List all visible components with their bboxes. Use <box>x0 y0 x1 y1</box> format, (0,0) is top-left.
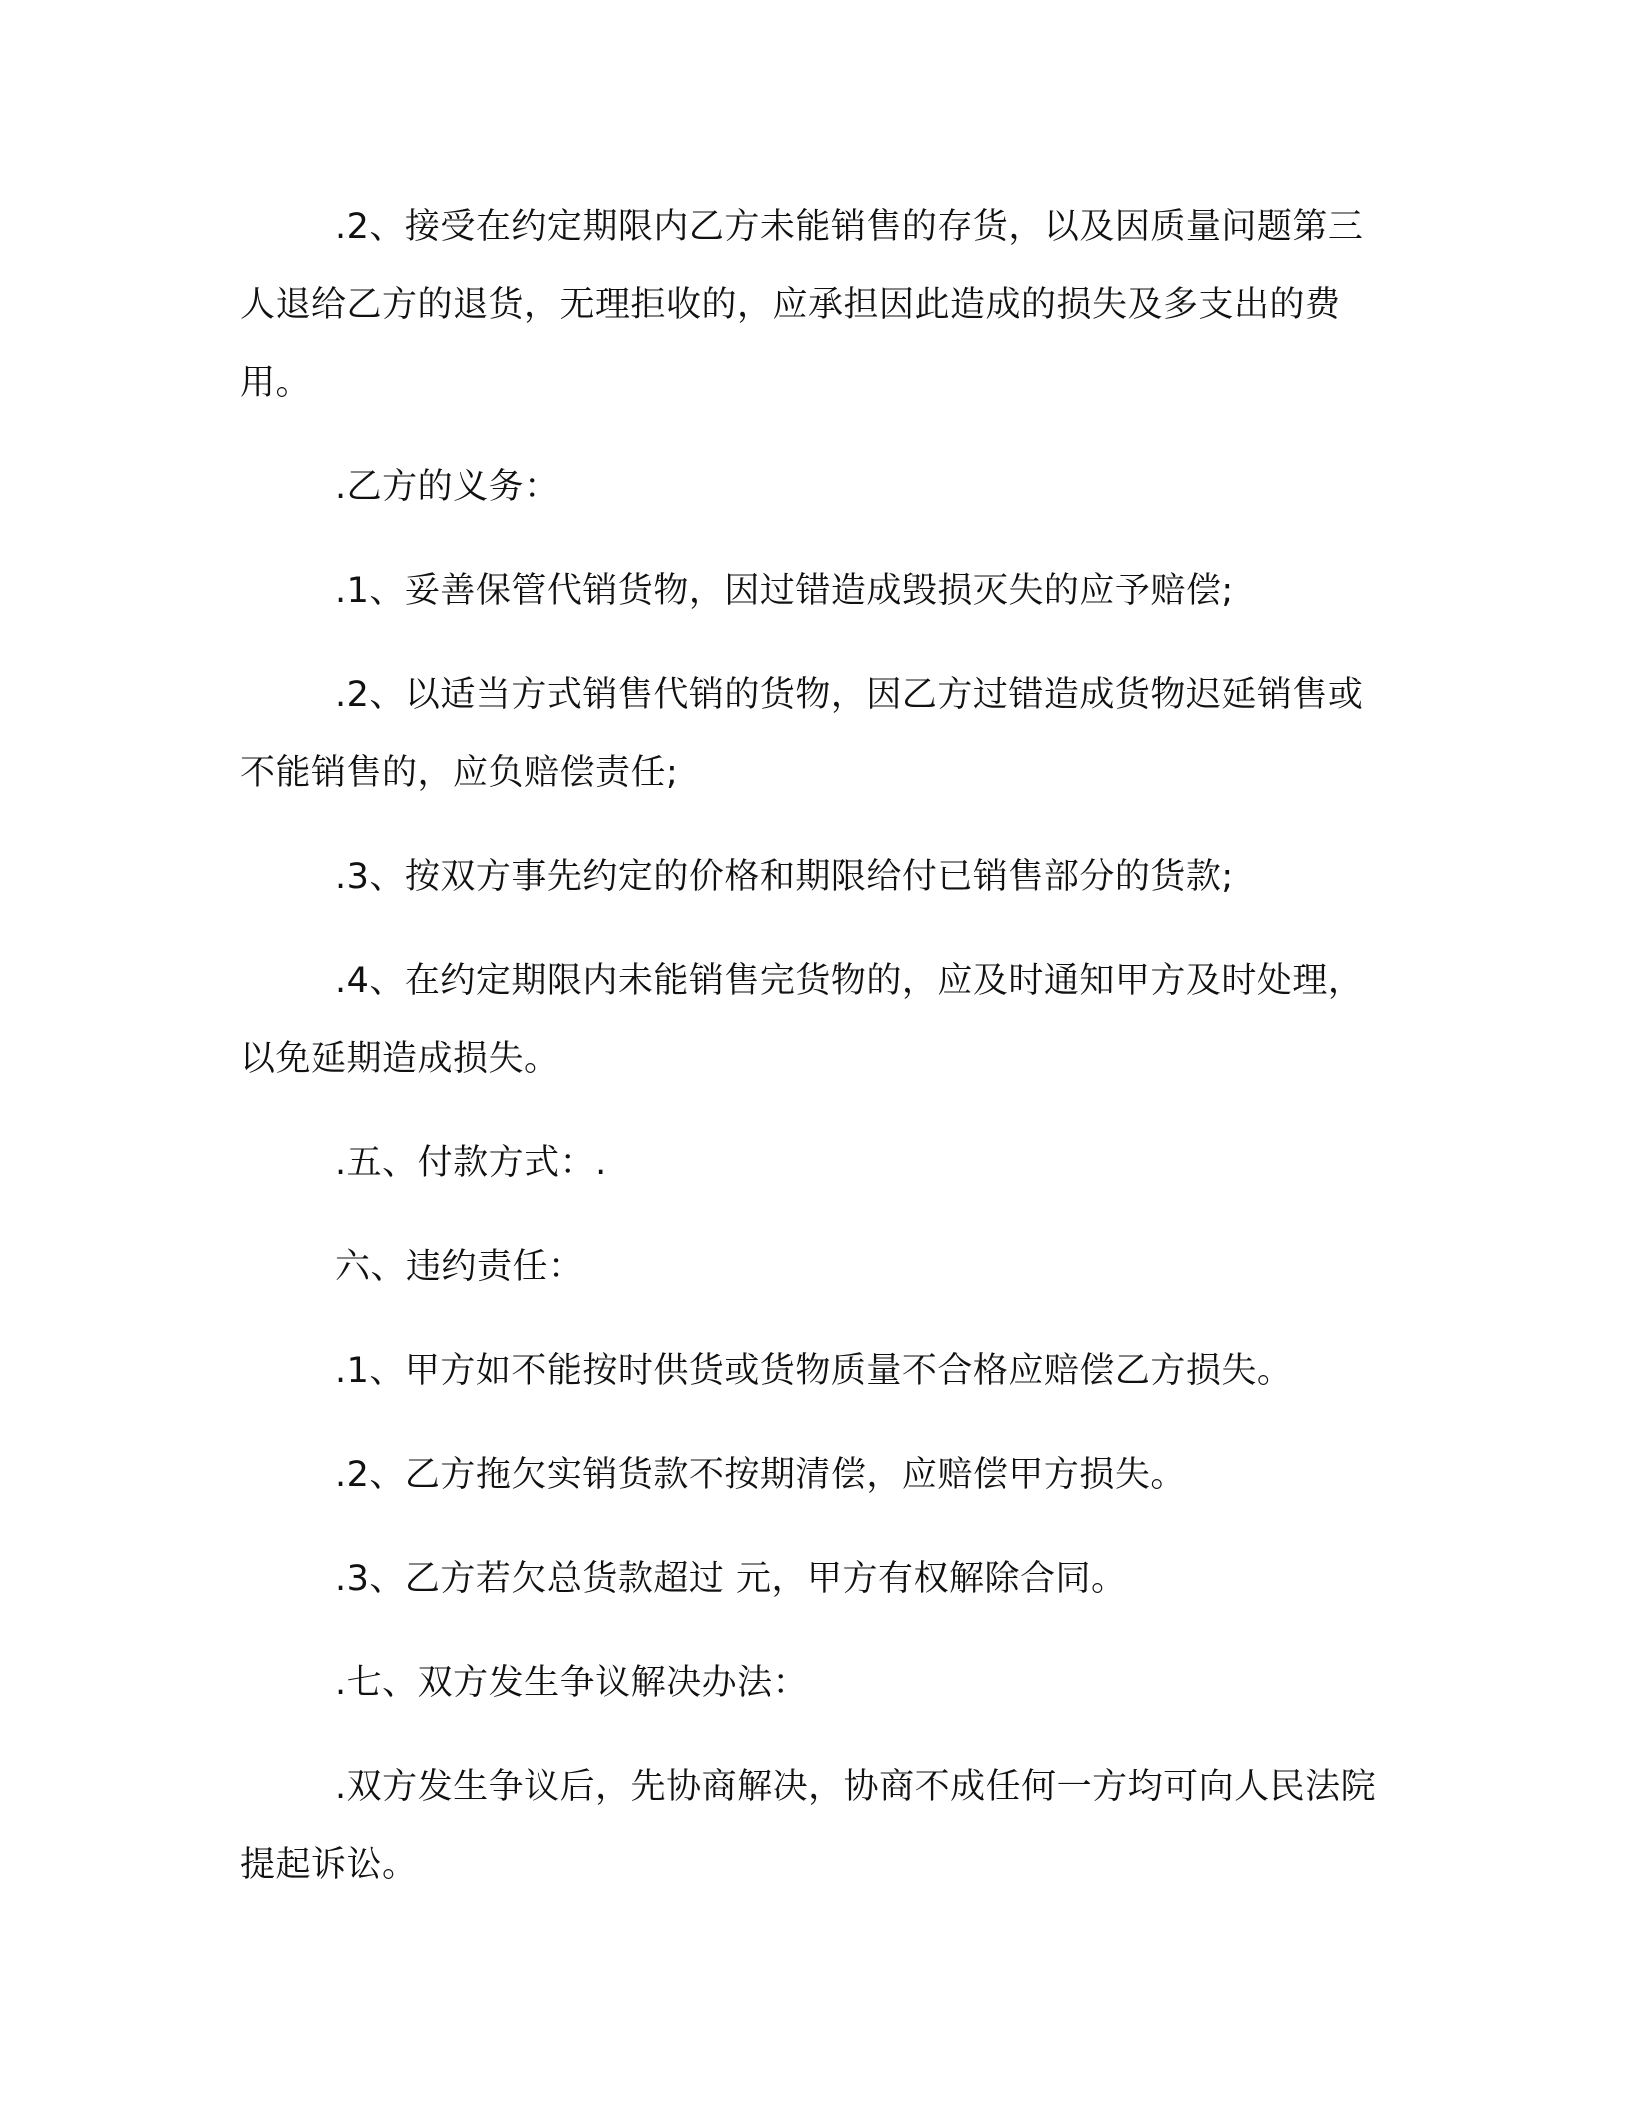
paragraph-party-a-liability: .1、甲方如不能按时供货或货物质量不合格应赔偿乙方损失。 <box>335 1351 1293 1391</box>
paragraph-contract-termination: .3、乙方若欠总货款超过 元，甲方有权解除合同。 <box>335 1559 1127 1599</box>
paragraph-unsold-goods-notice: .4、在约定期限内未能销售完货物的，应及时通知甲方及时处理，以免延期造成损失。 <box>240 961 1364 1079</box>
paragraph-sales-method: .2、以适当方式销售代销的货物，因乙方过错造成货物迟延销售或不能销售的，应负赔偿责任; <box>240 675 1364 793</box>
paragraph-acceptance-of-returns: .2、接受在约定期限内乙方未能销售的存货，以及因质量问题第三人退给乙方的退货，无理拒收的，应承担因此造成的损失及多支出的费用。 <box>240 207 1364 403</box>
paragraph-dispute-resolution: .双方发生争议后，先协商解决，协商不成任何一方均可向人民法院提起诉讼。 <box>240 1767 1377 1885</box>
paragraph-custody-of-goods: .1、妥善保管代销货物，因过错造成毁损灭失的应予赔偿; <box>335 571 1234 611</box>
paragraph-party-b-arrears: .2、乙方拖欠实销货款不按期清偿，应赔偿甲方损失。 <box>335 1455 1186 1495</box>
paragraph-party-b-obligations-heading: .乙方的义务： <box>335 467 560 507</box>
document-body <box>240 188 1390 1930</box>
paragraph-payment-of-sales: .3、按双方事先约定的价格和期限给付已销售部分的货款; <box>335 857 1234 897</box>
paragraph-dispute-heading: .七、双方发生争议解决办法： <box>335 1663 809 1703</box>
paragraph-payment-method: .五、付款方式：. <box>335 1143 607 1183</box>
paragraph-liability-heading: 六、违约责任： <box>335 1247 584 1287</box>
